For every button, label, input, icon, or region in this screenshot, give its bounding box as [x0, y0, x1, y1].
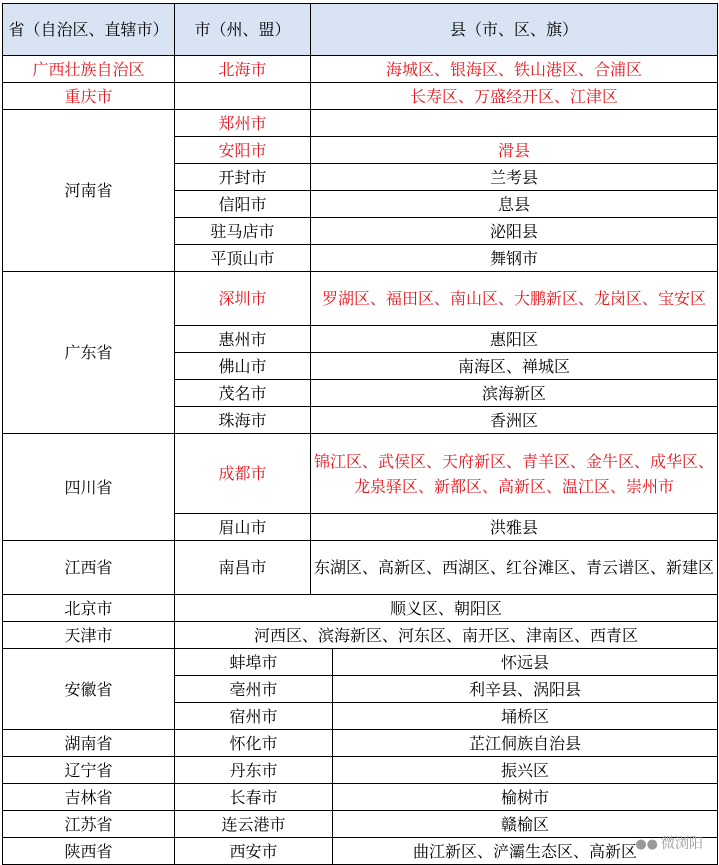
county-cell [311, 110, 718, 137]
city-cell: 安阳市 [175, 137, 311, 164]
wechat-icon: ●● [635, 837, 658, 852]
county-cell: 榆树市 [333, 784, 718, 811]
province-cell: 四川省 [3, 434, 175, 541]
header-province: 省（自治区、直辖市） [3, 4, 175, 56]
province-cell: 江西省 [3, 541, 175, 595]
county-cell: 顺义区、朝阳区 [175, 595, 718, 622]
province-cell: 吉林省 [3, 784, 175, 811]
county-cell: 惠阳区 [311, 326, 718, 353]
county-cell: 滑县 [311, 137, 718, 164]
county-cell: 南海区、禅城区 [311, 353, 718, 380]
city-cell: 佛山市 [175, 353, 311, 380]
city-cell: 惠州市 [175, 326, 311, 353]
city-cell: 西安市 [175, 838, 333, 865]
region-table [2, 3, 718, 865]
header-county: 县（市、区、旗） [311, 4, 718, 56]
province-cell: 河南省 [3, 110, 175, 272]
city-cell: 信阳市 [175, 191, 311, 218]
header-city: 市（州、盟） [175, 4, 311, 56]
province-cell: 重庆市 [3, 83, 175, 110]
province-cell: 北京市 [3, 595, 175, 622]
city-cell: 平顶山市 [175, 245, 311, 272]
city-cell: 开封市 [175, 164, 311, 191]
city-cell [175, 83, 311, 110]
table-row [3, 434, 718, 514]
city-cell: 亳州市 [175, 676, 333, 703]
city-cell: 成都市 [175, 434, 311, 514]
city-cell: 宿州市 [175, 703, 333, 730]
county-cell: 息县 [311, 191, 718, 218]
city-cell: 蚌埠市 [175, 649, 333, 676]
county-cell: 芷江侗族自治县 [333, 730, 718, 757]
province-cell: 江苏省 [3, 811, 175, 838]
table-row [3, 730, 718, 757]
county-cell: 曲江新区、浐灞生态区、高新区 [333, 838, 718, 865]
city-cell: 连云港市 [175, 811, 333, 838]
city-cell: 驻马店市 [175, 218, 311, 245]
city-cell: 郑州市 [175, 110, 311, 137]
table-row [3, 622, 718, 649]
province-cell: 广东省 [3, 272, 175, 434]
county-cell: 赣榆区 [333, 811, 718, 838]
table-row [3, 56, 718, 83]
table-row [3, 110, 718, 137]
county-cell: 怀远县 [333, 649, 718, 676]
county-cell: 利辛县、涡阳县 [333, 676, 718, 703]
county-cell: 河西区、滨海新区、河东区、南开区、津南区、西青区 [175, 622, 718, 649]
city-cell: 怀化市 [175, 730, 333, 757]
city-cell: 丹东市 [175, 757, 333, 784]
table-row [3, 757, 718, 784]
city-cell: 眉山市 [175, 514, 311, 541]
table-row [3, 811, 718, 838]
province-cell: 天津市 [3, 622, 175, 649]
county-cell: 泌阳县 [311, 218, 718, 245]
county-cell: 舞钢市 [311, 245, 718, 272]
county-cell: 长寿区、万盛经开区、江津区 [311, 83, 718, 110]
table-row [3, 541, 718, 595]
city-cell: 长春市 [175, 784, 333, 811]
table-row [3, 649, 718, 676]
city-cell: 南昌市 [175, 541, 311, 595]
city-cell: 深圳市 [175, 272, 311, 326]
city-cell: 茂名市 [175, 380, 311, 407]
county-cell: 振兴区 [333, 757, 718, 784]
county-cell: 海城区、银海区、铁山港区、合浦区 [311, 56, 718, 83]
province-cell: 陕西省 [3, 838, 175, 865]
county-cell: 兰考县 [311, 164, 718, 191]
table-row [3, 838, 718, 865]
county-cell: 锦江区、武侯区、天府新区、青羊区、金牛区、成华区、龙泉驿区、新都区、高新区、温江区、崇州市 [311, 434, 718, 514]
county-cell: 东湖区、高新区、西湖区、红谷滩区、青云谱区、新建区 [311, 541, 718, 595]
county-cell: 洪雅县 [311, 514, 718, 541]
table-row [3, 595, 718, 622]
watermark-text: 微浏阳 [661, 836, 703, 852]
province-cell: 辽宁省 [3, 757, 175, 784]
county-cell: 罗湖区、福田区、南山区、大鹏新区、龙岗区、宝安区 [311, 272, 718, 326]
city-cell: 珠海市 [175, 407, 311, 434]
province-cell: 安徽省 [3, 649, 175, 730]
province-cell: 广西壮族自治区 [3, 56, 175, 83]
watermark [635, 833, 703, 853]
table-row [3, 272, 718, 326]
province-cell: 湖南省 [3, 730, 175, 757]
table-row [3, 784, 718, 811]
county-cell: 埇桥区 [333, 703, 718, 730]
table-row [3, 83, 718, 110]
county-cell: 滨海新区 [311, 380, 718, 407]
city-cell: 北海市 [175, 56, 311, 83]
county-cell: 香洲区 [311, 407, 718, 434]
